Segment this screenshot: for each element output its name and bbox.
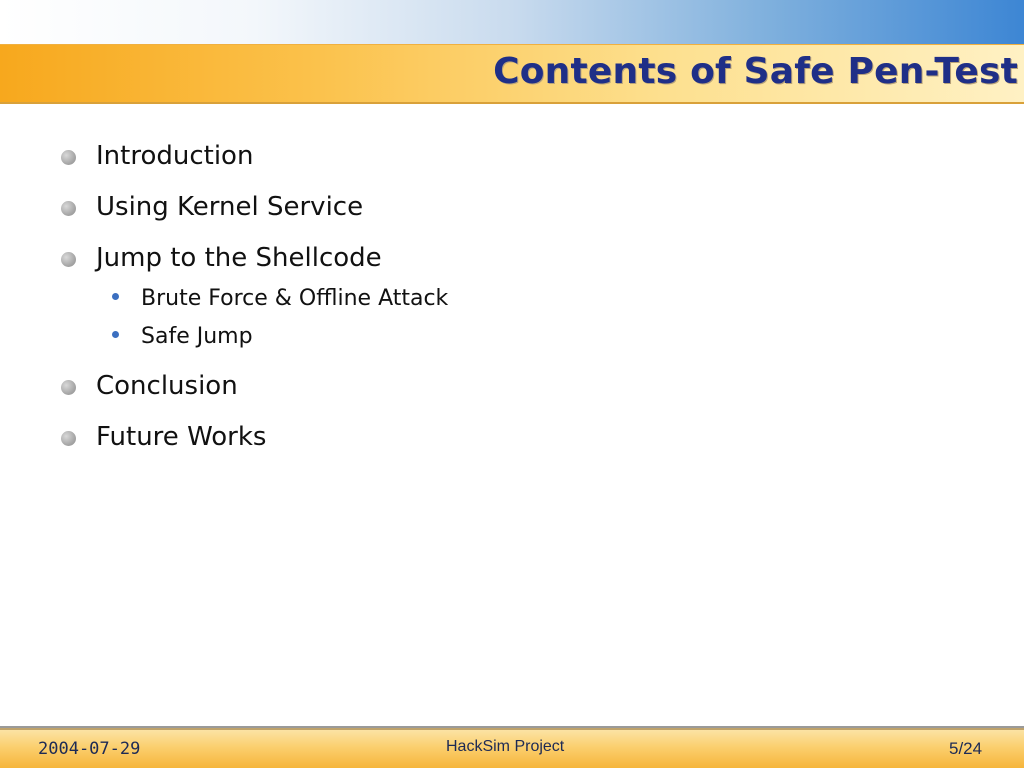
bullet-icon — [61, 380, 76, 395]
header-gradient-strip — [0, 0, 1024, 44]
list-item-conclusion: Conclusion — [96, 371, 238, 401]
footer-page-number: 5/24 — [949, 739, 983, 758]
sub-bullet-icon — [112, 293, 119, 300]
list-item-future-works: Future Works — [96, 422, 267, 452]
bullet-icon — [61, 150, 76, 165]
bullet-icon — [61, 252, 76, 267]
bullet-icon — [61, 431, 76, 446]
list-item-using-kernel-service: Using Kernel Service — [96, 192, 364, 222]
footer-date: 2004-07-29 — [38, 739, 141, 759]
list-item-jump-to-shellcode: Jump to the Shellcode — [96, 243, 382, 273]
slide-title: Contents of Safe Pen-Test — [493, 51, 1018, 92]
list-item-introduction: Introduction — [96, 141, 254, 171]
sub-bullet-icon — [112, 331, 119, 338]
sub-item-brute-force: Brute Force & Offline Attack — [141, 286, 449, 311]
bullet-icon — [61, 201, 76, 216]
sub-item-safe-jump: Safe Jump — [141, 324, 253, 349]
footer-project: HackSim Project — [446, 738, 565, 755]
